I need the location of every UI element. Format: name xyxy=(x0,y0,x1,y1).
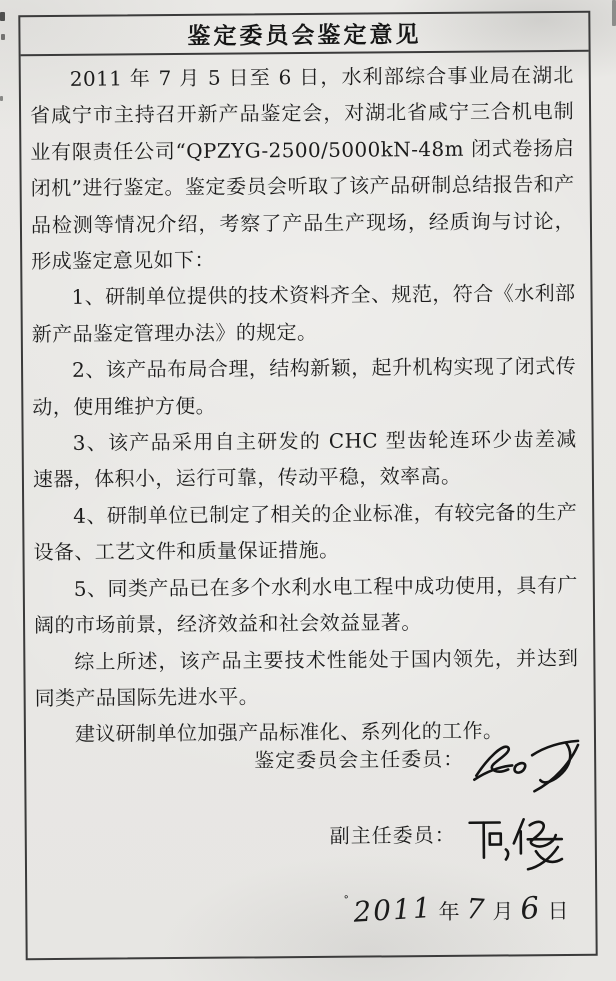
body-paragraph: 5、同类产品已在多个水利水电工程中成功使用，具有广阔的市场前景，经济效益和社会效益显著。 xyxy=(33,572,578,638)
vice-chairman-label: 副主任委员： xyxy=(329,822,456,848)
date-prefix-mark: ˚ xyxy=(343,894,350,909)
document-body xyxy=(21,52,594,753)
vice-chairman-signature-icon xyxy=(464,813,568,872)
scan-artifact xyxy=(1,34,5,40)
date-day: 6 xyxy=(518,890,544,928)
chairman-signature-row xyxy=(254,743,588,800)
scan-artifact xyxy=(0,96,3,101)
date-year-label: 年 xyxy=(438,899,461,924)
date-month: 7 xyxy=(465,892,488,927)
chairman-label: 鉴定委员会主任委员： xyxy=(254,746,465,773)
scan-artifact xyxy=(612,0,616,26)
body-paragraph: 2、该产品布局合理，结构新颖，起升机构实现了闭式传动，使用维护方便。 xyxy=(32,354,577,419)
date-year: 2011 xyxy=(352,890,434,929)
body-paragraph: 3、该产品采用自主研发的 CHC 型齿轮连环少齿差减速器，体积小，运行可靠，传动平稳，效率高。 xyxy=(32,426,577,492)
date-day-label: 日 xyxy=(547,898,570,924)
body-paragraph: 4、研制单位已制定了相关的企业标准，有较完备的生产设备、工艺文件和质量保证措施。 xyxy=(33,499,578,565)
body-paragraph: 建议研制单位加强产品标准化、系列化的工作。 xyxy=(74,718,504,747)
scan-artifact xyxy=(0,12,5,21)
body-paragraph: 1、研制单位提供的技术资料齐全、规范，符合《水利部新产品鉴定管理办法》的规定。 xyxy=(31,281,576,347)
date-month-label: 月 xyxy=(492,899,515,924)
page-title: 鉴定委员会鉴定意见 xyxy=(187,21,422,50)
document-border-box xyxy=(18,11,597,960)
vice-chairman-signature-row xyxy=(330,819,568,873)
date-line xyxy=(343,891,569,928)
body-paragraph: 综上所述，该产品主要技术性能处于国内领先，并达到同类产品国际先进水平。 xyxy=(34,645,579,711)
body-paragraph: 2011 年 7 月 5 日至 6 日，水利部综合事业局在湖北省咸宁市主持召开新产品鉴定会，对湖北省咸宁三合机电制业有限责任公司“QPZYG-2500/5000kN-48m 闭式卷扬启闭机”进行鉴定。鉴定委员会听取了该产品研制总结报告和产品检测等情况介绍，考察了产品生产现场，经质询与讨论，形成鉴定意见如下： xyxy=(29,62,576,274)
document-title-row xyxy=(20,13,588,56)
chairman-signature-icon xyxy=(470,735,588,798)
